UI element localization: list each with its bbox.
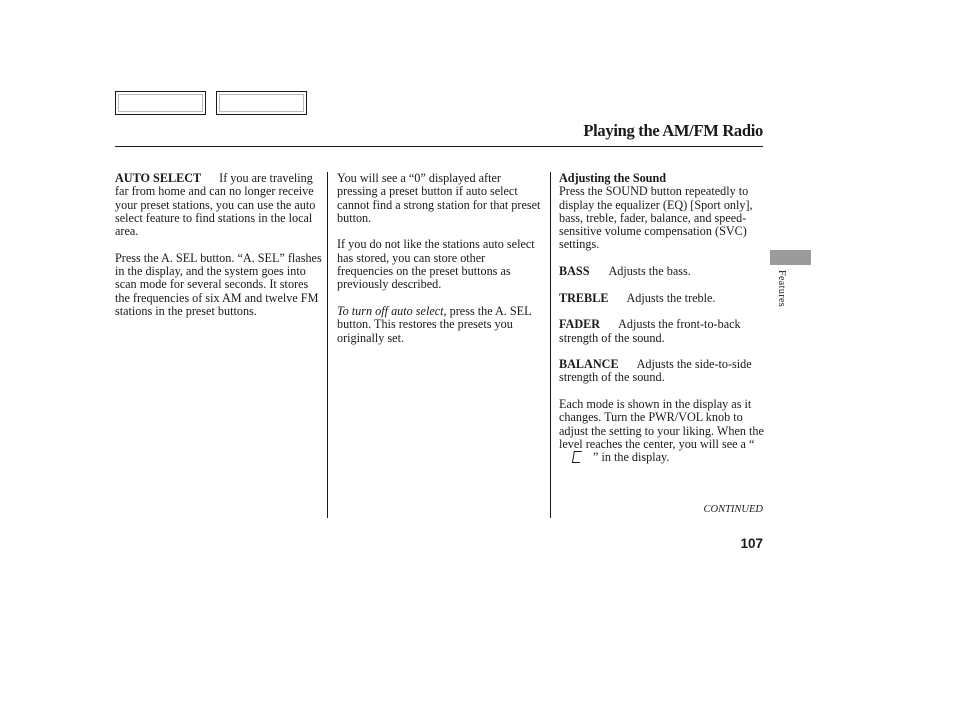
section-tab-label: Features — [776, 270, 787, 308]
column-divider-2 — [550, 172, 551, 518]
auto-select-paragraph — [115, 172, 322, 238]
balance-term: BALANCE — [559, 357, 619, 372]
auto-select-text: If you are traveling far from home and can no longer receive your preset stations, you can use the auto select feature to find stations in the local area. — [115, 171, 316, 239]
balance-paragraph — [559, 358, 765, 385]
mode-text-before: Each mode is shown in the display as it changes. Turn the PWR/VOL knob to adjust the setting to your liking. When the level reaches the center, you will see a “ — [559, 397, 764, 451]
column-divider-1 — [327, 172, 328, 518]
treble-text: Adjusts the treble. — [626, 290, 716, 305]
page-number: 107 — [740, 536, 763, 551]
bass-term: BASS — [559, 264, 590, 279]
nav-box-previous[interactable] — [115, 91, 206, 115]
turn-off-paragraph — [337, 305, 544, 345]
store-other-paragraph: If you do not like the stations auto select has stored, you can store other frequencies on the preset buttons as previously described. — [337, 237, 535, 292]
bass-text: Adjusts the bass. — [608, 264, 691, 279]
fader-term: FADER — [559, 317, 601, 332]
turn-off-italic: To turn off auto select, — [337, 303, 447, 318]
header-rule — [115, 146, 763, 147]
bass-paragraph — [559, 265, 765, 278]
balance-text: Adjusts the side-to-side strength of the sound. — [559, 357, 752, 385]
turn-off-text: press the A. SEL button. This restores the presets you originally set. — [337, 303, 532, 345]
column-2 — [337, 172, 544, 358]
mode-paragraph — [559, 398, 765, 464]
treble-term: TREBLE — [559, 290, 609, 305]
continued-label: CONTINUED — [703, 504, 763, 515]
zero-displayed-paragraph: You will see a “0” displayed after pressing a preset button if auto select cannot find a strong station for that preset button. — [337, 171, 541, 225]
press-asel-paragraph: Press the A. SEL button. “A. SEL” flashes in the display, and the system goes into scan mode for several seconds. It stores the frequencies of six AM and twelve FM stations in the preset buttons. — [115, 250, 322, 318]
page-title: Playing the AM/FM Radio — [583, 121, 763, 140]
center-indicator-icon — [572, 451, 582, 462]
column-3 — [559, 172, 765, 478]
adjusting-sound-heading: Adjusting the Sound — [559, 171, 667, 185]
treble-paragraph — [559, 292, 765, 305]
fader-text: Adjusts the front-to-back strength of the sound. — [559, 317, 741, 345]
nav-box-next[interactable] — [216, 91, 307, 115]
fader-paragraph — [559, 318, 765, 345]
mode-text-after: ” in the display. — [593, 450, 670, 465]
column-1 — [115, 172, 322, 332]
sound-intro-paragraph: Press the SOUND button repeatedly to display the equalizer (EQ) [Sport only], bass, treble, fader, balance, and speed-sensitive volume compensation (SVC) settings. — [559, 184, 753, 252]
section-tab — [770, 250, 811, 265]
auto-select-term: AUTO SELECT — [115, 171, 202, 185]
